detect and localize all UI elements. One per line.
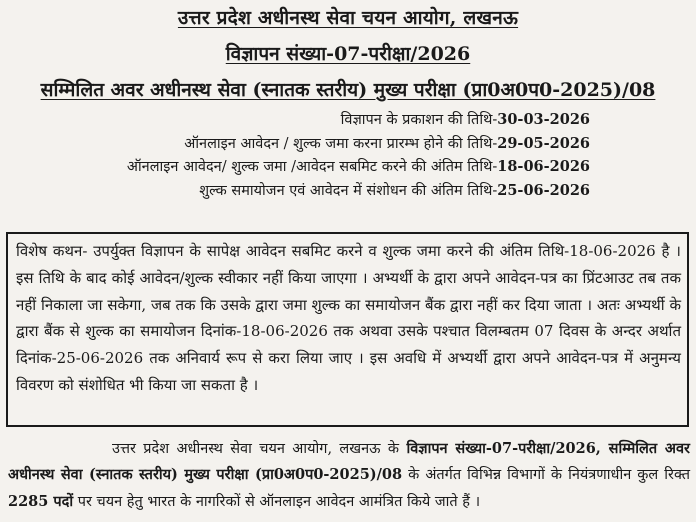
date-row-publication [0,108,590,132]
important-dates [0,108,590,202]
exam-title [0,76,696,102]
date-row-submission-deadline [0,155,590,179]
invitation-vacancy-count: 2285 पदों [8,492,74,510]
date-value: 18-06-2026 [497,158,590,175]
date-value: 29-05-2026 [497,134,590,152]
invitation-paragraph [8,436,690,515]
date-label: शुल्क समायोजन एवं आवेदन में संशोधन की अंतिम तिथि- [199,182,498,199]
special-notice-text: विशेष कथन- उपर्युक्त विज्ञापन के सापेक्ष आवेदन सबमिट करने व शुल्क जमा करने की अंतिम तिथि-18-06-2026 है । इस तिथि के बाद कोई आवेदन/शुल्क स्वीकार नहीं किया जाएगा । अभ्यर्थी के द्वारा अपने आवेदन-पत्र का प्रिंटआउट तब तक नहीं निकाला जा सकेगा, जब तक कि उसके द्वारा जमा शुल्क का समायोजन बैंक द्वारा नहीं कर दिया जाता । अतः अभ्यर्थी के द्वारा बैंक से शुल्क का समायोजन दिनांक-18-06-2026 तक अथवा उसके पश्चात विलम्बतम 07 दिवस के अन्दर अर्थात दिनांक-25-06-2026 तक अनिवार्य रूप से करा लिया जाए । इस अवधि में अभ्यर्थी द्वारा अपने आवेदन-पत्र में अनुमन्य विवरण को संशोधित भी किया जा सकता है । [16,242,681,394]
date-row-application-start [0,132,590,156]
date-label: ऑनलाइन आवेदन/ शुल्क जमा /आवेदन सबमिट करने की अंतिम तिथि- [126,159,498,175]
date-label: विज्ञापन के प्रकाशन की तिथि- [340,112,498,128]
special-notice-box [6,232,689,427]
organization-title [0,4,696,30]
date-value: 30-03-2026 [497,111,590,128]
date-value: 25-06-2026 [497,181,590,199]
date-row-correction-deadline [0,179,590,203]
advertisement-number-text: विज्ञापन संख्या-07-परीक्षा/2026 [225,43,471,65]
invitation-text [8,436,690,515]
date-label: ऑनलाइन आवेदन / शुल्क जमा करना प्रारम्भ होने की तिथि- [184,135,498,152]
invitation-part: पर चयन हेतु भारत के नागरिकों से ऑनलाइन आवेदन आमंत्रित किये जाते हैं । [73,493,481,510]
invitation-part: के अंतर्गत विभिन्न विभागों के नियंत्रणाधीन कुल रिक्त [402,467,690,484]
exam-title-text: सम्मिलित अवर अधीनस्थ सेवा (स्नातक स्तरीय) मुख्य परीक्षा (प्रा0अ0प0-2025)/08 [40,79,656,101]
advertisement-number [0,40,696,66]
invitation-advertisement-ref: विज्ञापन संख्या-07-परीक्षा/2026, सम्मिलित अवर अधीनस्थ सेवा (स्नातक स्तरीय) मुख्य परीक्षा (प्रा0अ0प0-2025)/08 [8,440,690,484]
organization-name: उत्तर प्रदेश अधीनस्थ सेवा चयन आयोग, लखनऊ [177,7,519,29]
invitation-part: उत्तर प्रदेश अधीनस्थ सेवा चयन आयोग, लखनऊ के [112,441,407,457]
